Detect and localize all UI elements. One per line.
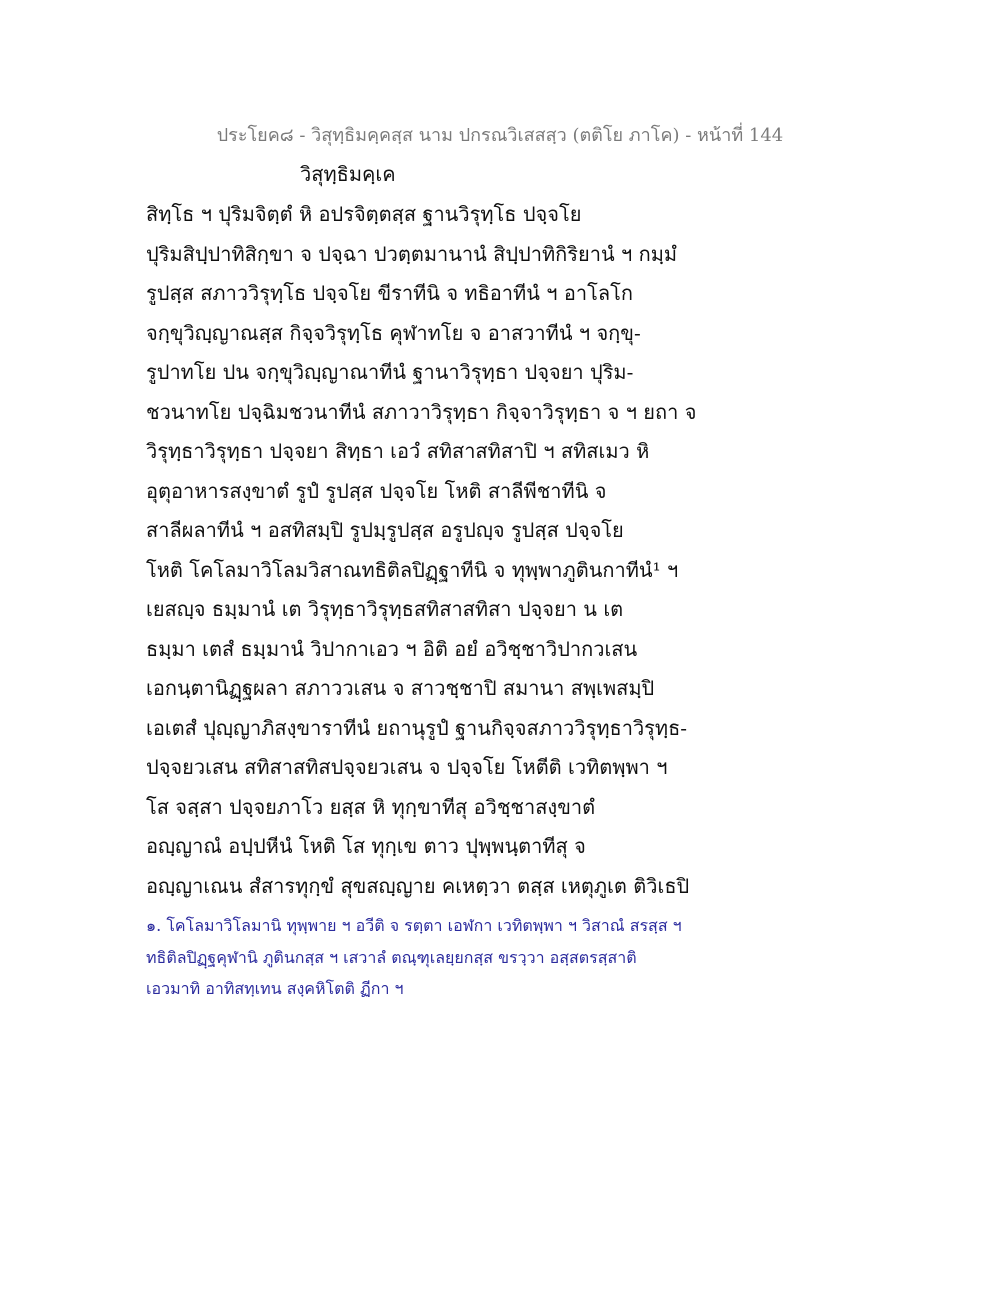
body-line: สิทฺโธ ฯ ปุริมจิตฺตํ หิ อปรจิตฺตสฺส ฐานวิรุทฺโธ ปจฺจโย	[146, 202, 582, 226]
body-line: จกฺขุวิญฺญาณสฺส กิจฺจวิรุทฺโธ คุฬาทโย จ อาสวาทีนํ ฯ จกฺขุ-	[146, 320, 641, 345]
body-line: ธมฺมา เตสํ ธมฺมานํ วิปากาเอว ฯ อิติ อยํ อวิชฺชาวิปากวเสน	[146, 636, 638, 661]
body-line: เอกนฺตานิฏฺฐผลา สภาววเสน จ สาวชฺชาปิ สมานา สพฺเพสมฺปิ	[146, 676, 655, 700]
body-line: วิรุทฺธาวิรุทฺธา ปจฺจยา สิทฺธา เอวํ สทิสาสทิสาปิ ฯ สทิสเมว หิ	[146, 439, 650, 463]
body-line: อญฺญาณํ อปฺปหีนํ โหติ โส ทุกฺเข ตาว ปุพฺพนฺตาทีสุ จ	[146, 834, 586, 858]
page-heading: วิสุทฺธิมคฺเค	[300, 162, 396, 186]
body-line: เยสญฺจ ธมฺมานํ เต วิรุทฺธาวิรุทฺธสทิสาสทิสา ปจฺจยา น เต	[146, 597, 624, 621]
body-line: ปุริมสิปฺปาทิสิกฺขา จ ปจฺฉา ปวตฺตมานานํ สิปฺปาทิกิริยานํ ฯ กมฺมํ	[146, 241, 678, 266]
body-line: รูปาทโย ปน จกฺขุวิญฺญาณาทีนํ ฐานาวิรุทฺธา ปจฺจยา ปุริม-	[146, 360, 634, 384]
body-line: โหติ โคโลมาวิโลมวิสาณทธิติลปิฏฺฐาทีนิ จ ทุพฺพาภูตินกาทีนํ¹ ฯ	[146, 557, 679, 582]
body-line: อญฺญาเณน สํสารทุกฺขํ สุขสญฺญาย คเหตฺวา ตสฺส เหตุภูเต ติวิเธปิ	[146, 873, 690, 898]
body-text	[146, 196, 706, 907]
body-line: เอเตสํ ปุญฺญาภิสงฺขาราทีนํ ยถานุรูปํ ฐานกิจฺจสภาววิรุทฺธาวิรุทฺธ-	[146, 715, 688, 740]
footnote-line: ๑. โคโลมาวิโลมานิ ทุพฺพาย ฯ อวีติ จ รตฺตา เอฬกา เวทิตพฺพา ฯ วิสาณํ สรสฺส ฯ	[146, 916, 682, 935]
body-line: สาลีผลาทีนํ ฯ อสทิสมฺปิ รูปมฺรูปสฺส อรูปญฺจ รูปสฺส ปจฺจโย	[146, 518, 624, 542]
footnote-line: เอวมาทิ อาทิสทฺเทน สงฺคหิโตติ ฏีกา ฯ	[146, 979, 404, 998]
body-line: ชวนาทโย ปจฺฉิมชวนาทีนํ สภาวาวิรุทฺธา กิจฺจาวิรุทฺธา จ ฯ ยถา จ	[146, 399, 697, 424]
body-line: อุตุอาหารสงฺขาตํ รูปํ รูปสฺส ปจฺจโย โหติ สาลีพีชาทีนิ จ	[146, 478, 607, 503]
body-line: รูปสฺส สภาววิรุทฺโธ ปจฺจโย ขีราทีนิ จ ทธิอาทีนํ ฯ อาโลโก	[146, 281, 633, 305]
body-line: โส จสฺสา ปจฺจยภาโว ยสฺส หิ ทุกฺขาทีสุ อวิชฺชาสงฺขาตํ	[146, 794, 596, 819]
footnote-line: ทธิติลปิฏฺฐคุฬานิ ภูตินกสฺส ฯ เสวาลํ ตณฺฑุเลยฺยกสฺส ขรวฺวา อสฺสตรสฺสาติ	[146, 947, 637, 967]
running-header: ประโยค๘ - วิสุทฺธิมคฺคสฺส นาม ปกรณวิเสสสฺว (ตติโย ภาโค) - หน้าที่ 144	[216, 125, 784, 146]
footnote	[146, 911, 706, 1006]
body-line: ปจฺจยวเสน สทิสาสทิสปจฺจยวเสน จ ปจฺจโย โหตีติ เวทิตพฺพา ฯ	[146, 755, 668, 779]
